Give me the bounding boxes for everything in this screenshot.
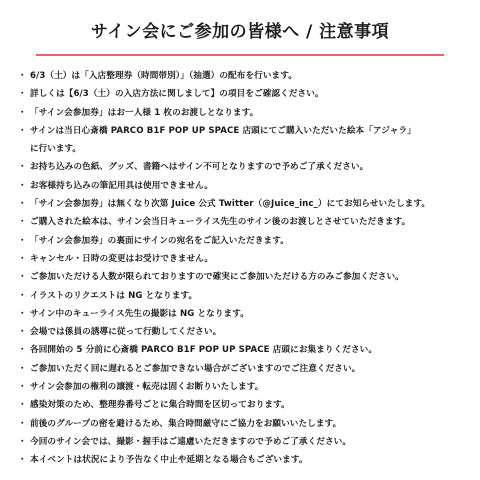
notice-item	[18, 177, 468, 195]
page-title: サイン会にご参加の皆様へ / 注意事項	[90, 22, 390, 42]
notice-text: 「サイン会参加券」は無くなり次第 Juice 公式 Twitter（@Juice_inc_）にてお知らせいたします。	[30, 199, 431, 210]
notice-text: キャンセル・日時の変更はお受けできません。	[30, 253, 214, 264]
bullet-marker: ・	[18, 436, 27, 447]
notice-text-continuation: に行います。	[30, 144, 81, 155]
notice-item	[18, 396, 468, 414]
notice-item	[18, 195, 468, 213]
notice-item	[18, 305, 468, 323]
bullet-marker: ・	[18, 235, 27, 246]
notice-text: サイン会参加の権利の譲渡・転売は固くお断りいたします。	[30, 382, 264, 393]
notice-item	[18, 323, 468, 341]
notice-text: 今回のサイン会では、撮影・握手はご遠慮いただきますので予めご了承ください。	[30, 436, 352, 447]
bullet-marker: ・	[18, 89, 27, 100]
notice-item	[18, 85, 468, 103]
notice-text: ご購入された絵本は、サイン会当日キューライス先生のサイン後のお渡しとさせていただきます。	[30, 217, 411, 228]
title-underline	[36, 54, 444, 56]
notice-item	[18, 341, 468, 359]
notice-text: 各回開始の 5 分前に心斎橋 PARCO B1F POP UP SPACE 店頭にお集まりください。	[30, 345, 378, 356]
notice-item	[18, 360, 468, 378]
bullet-marker: ・	[18, 418, 27, 429]
notice-text: 詳しくは【6/3（土）の入店方法に関しまして】の項目をご確認ください。	[30, 89, 324, 100]
notice-text: 感染対策のため、整理券番号ごとに集合時間を区切っております。	[30, 400, 290, 411]
bullet-marker: ・	[18, 382, 27, 393]
bullet-marker: ・	[18, 253, 27, 264]
bullet-marker: ・	[18, 71, 27, 81]
notice-item	[18, 67, 468, 85]
notice-item	[18, 250, 468, 268]
notice-item	[18, 104, 468, 122]
bullet-marker: ・	[18, 199, 27, 210]
notice-item	[18, 232, 468, 250]
notice-item	[18, 378, 468, 396]
notice-text: 会場では係員の誘導に従って行動してください。	[30, 327, 222, 338]
bullet-marker: ・	[18, 400, 27, 411]
notice-text: 本イベントは状況により予告なく中止や延期となる場合もございます。	[30, 455, 308, 466]
notice-text: 「サイン会参加券」はお一人様 1 枚のお渡しとなります。	[30, 107, 259, 118]
bullet-marker: ・	[18, 327, 27, 338]
notice-text: 前後のグループの密を避けるため、集合時間厳守にご協力をお願いいたします。	[30, 418, 342, 429]
bullet-marker: ・	[18, 272, 27, 283]
notice-item	[18, 415, 468, 433]
notice-item	[18, 287, 468, 305]
bullet-marker: ・	[18, 455, 27, 466]
notice-item	[18, 268, 468, 286]
bullet-marker: ・	[18, 107, 27, 118]
notice-text: サイン中のキューライス先生の撮影は NG となります。	[30, 308, 249, 319]
bullet-marker: ・	[18, 363, 27, 374]
notice-item	[18, 213, 468, 231]
notice-text: 6/3（土）は「入店整理券（時間帯別）」（抽選）の配布を行います。	[30, 71, 297, 81]
bullet-marker: ・	[18, 345, 27, 356]
notice-item	[18, 433, 468, 451]
bullet-marker: ・	[18, 308, 27, 319]
notice-text: ご参加いただく回に遅れるとご参加できない場合がございますのでご注意ください。	[30, 363, 361, 374]
notice-text: お客様持ち込みの筆記用具は使用できません。	[30, 180, 214, 191]
bullet-marker: ・	[18, 217, 27, 228]
bullet-marker: ・	[18, 180, 27, 191]
bullet-marker: ・	[18, 162, 27, 173]
notice-text: サインは当日心斎橋 PARCO B1F POP UP SPACE 店頭にてご購入いただいた絵本「アジャラ」	[30, 125, 416, 136]
notice-text: 「サイン会参加券」の裏面にサインの宛名をご記入いただきます。	[30, 235, 289, 246]
bullet-marker: ・	[18, 125, 27, 136]
notice-item	[18, 122, 468, 140]
bullet-marker: ・	[18, 290, 27, 301]
notice-text: お持ち込みの色紙、グッズ、書籍へはサイン不可となりますので予めご了承ください。	[30, 162, 369, 173]
notice-list	[18, 67, 468, 470]
notice-text: ご参加いただける人数が限られておりますので確実にご参加いただける方のみご参加ください。	[30, 272, 404, 283]
notice-text: イラストのリクエストは NG となります。	[30, 290, 198, 301]
notice-item	[18, 158, 468, 176]
notice-item	[18, 451, 468, 469]
